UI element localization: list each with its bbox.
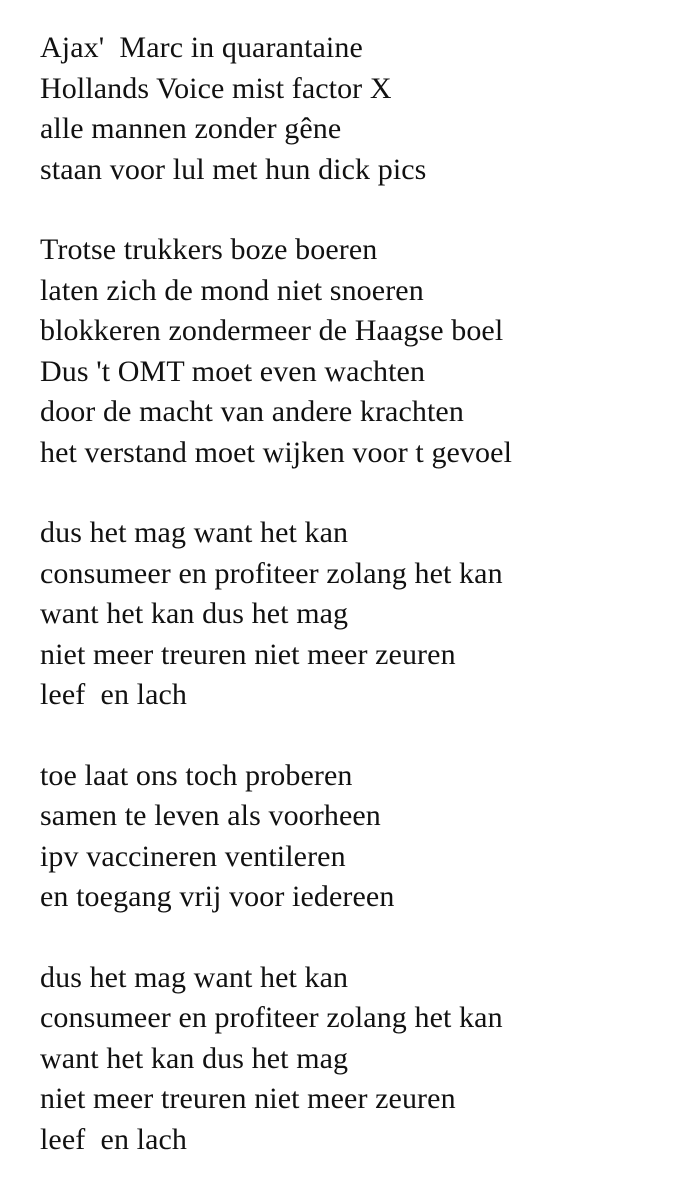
- poem-line: niet meer treuren niet meer zeuren: [40, 1082, 456, 1115]
- poem-line: het verstand moet wijken voor t gevoel: [40, 435, 513, 469]
- poem-line: staan voor lul met hun dick pics: [40, 152, 427, 186]
- poem-line: consumeer en profiteer zolang het kan: [40, 556, 503, 590]
- poem-line: Ajax' Marc in quarantaine: [40, 31, 363, 64]
- stanza-5: [40, 958, 670, 1161]
- poem-line: want het kan dus het mag: [40, 1041, 349, 1075]
- stanza-1: [40, 28, 670, 190]
- poem-line: samen te leven als voorheen: [40, 799, 381, 832]
- poem-line: dus het mag want het kan: [40, 516, 349, 549]
- poem-line: toe laat ons toch proberen: [40, 758, 353, 792]
- poem-line: consumeer en profiteer zolang het kan: [40, 1001, 503, 1034]
- stanza-4: [40, 756, 670, 918]
- stanza-3: [40, 513, 670, 716]
- poem-line: dus het mag want het kan: [40, 960, 349, 994]
- poem-line: laten zich de mond niet snoeren: [40, 273, 424, 307]
- poem-line: leef en lach: [40, 1122, 188, 1156]
- poem-line: Trotse trukkers boze boeren: [40, 233, 378, 266]
- poem-line: blokkeren zondermeer de Haagse boel: [40, 314, 504, 347]
- poem-line: leef en lach: [40, 678, 188, 711]
- poem-line: en toegang vrij voor iedereen: [40, 880, 395, 913]
- poem-line: want het kan dus het mag: [40, 597, 349, 630]
- poem-text: [40, 28, 670, 1200]
- poem-line: ipv vaccineren ventileren: [40, 839, 346, 873]
- poem-line: alle mannen zonder gêne: [40, 112, 342, 145]
- poem-line: Hollands Voice mist factor X: [40, 71, 392, 105]
- poem-line: niet meer treuren niet meer zeuren: [40, 637, 456, 671]
- poem-line: Dus 't OMT moet even wachten: [40, 354, 426, 388]
- stanza-2: [40, 230, 670, 473]
- poem-line: door de macht van andere krachten: [40, 395, 464, 428]
